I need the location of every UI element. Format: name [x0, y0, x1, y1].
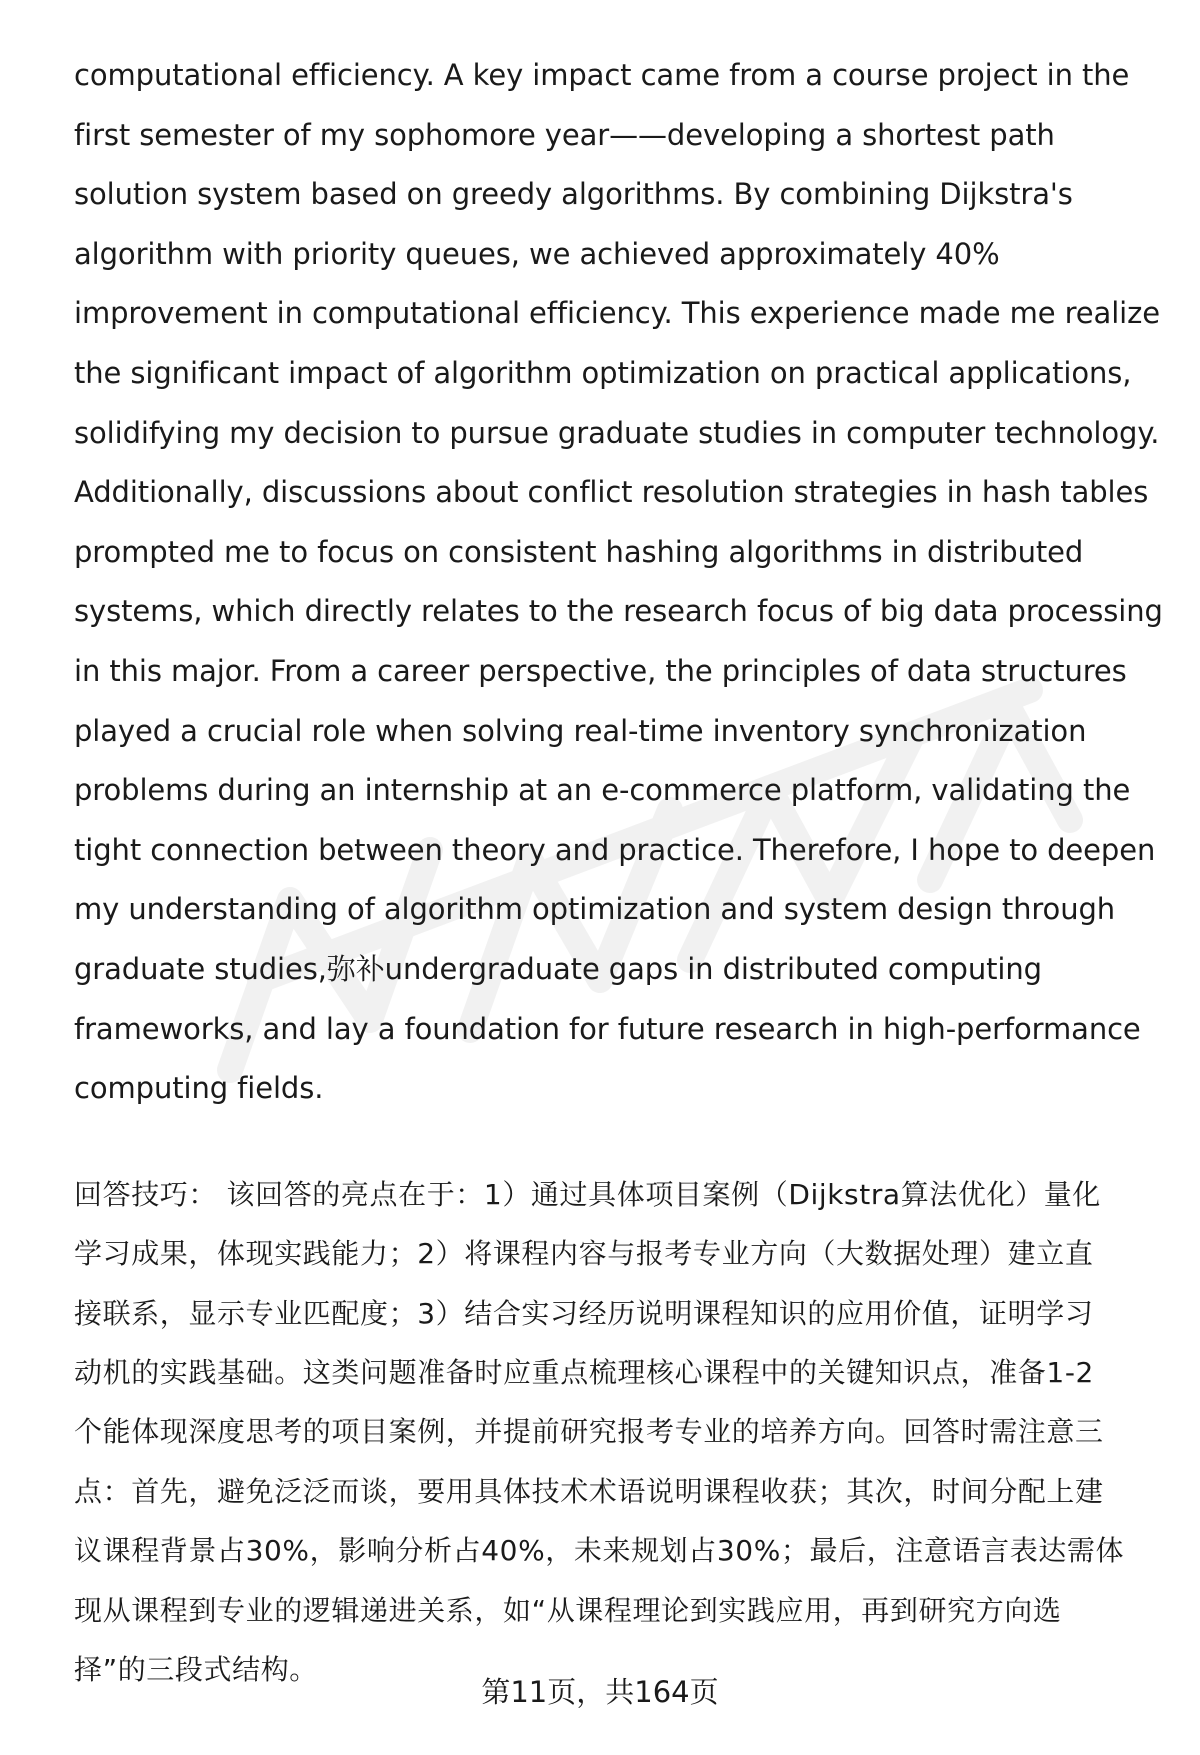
page-number-footer: 第11页，共164页 [481, 1675, 719, 1709]
paragraph-gap [74, 1119, 1154, 1165]
paragraph-line: problems during an internship at an e-commerce platform, validating the [74, 773, 1131, 808]
paragraph-line: graduate studies,弥补undergraduate gaps in distributed computing [74, 951, 1042, 986]
tips-line: 个能体现深度思考的项目案例，并提前研究报考专业的培养方向。回答时需注意三 [74, 1415, 1104, 1449]
tips-line: 点：首先，避免泛泛而谈，要用具体技术术语说明课程收获；其次，时间分配上建 [74, 1474, 1104, 1508]
paragraph-line: computing fields. [74, 1071, 324, 1106]
paragraph-line: Additionally, discussions about conflict resolution strategies in hash tables [74, 475, 1149, 510]
paragraph-line: algorithm with priority queues, we achieved approximately 40% [74, 236, 1000, 271]
answer-paragraph [74, 46, 1163, 1119]
paragraph-line: played a crucial role when solving real-time inventory synchronization [74, 713, 1087, 748]
paragraph-line: systems, which directly relates to the research focus of big data processing [74, 594, 1163, 629]
paragraph-line: the significant impact of algorithm optimization on practical applications, [74, 355, 1132, 390]
tips-line: 现从课程到专业的逻辑递进关系，如“从课程理论到实践应用，再到研究方向选 [74, 1593, 1062, 1627]
paragraph-line: my understanding of algorithm optimization and system design through [74, 892, 1116, 927]
paragraph-line: solidifying my decision to pursue graduate studies in computer technology. [74, 415, 1160, 450]
tips-line: 议课程背景占30%，影响分析占40%，未来规划占30%；最后，注意语言表达需体 [74, 1534, 1125, 1568]
paragraph-line: tight connection between theory and practice. Therefore, I hope to deepen [74, 832, 1156, 867]
tips-line: 动机的实践基础。这类问题准备时应重点梳理核心课程中的关键知识点，准备1-2 [74, 1355, 1094, 1389]
paragraph-line: frameworks, and lay a foundation for future research in high-performance [74, 1011, 1141, 1046]
tips-line: 回答技巧： 该回答的亮点在于：1）通过具体项目案例（Dijkstra算法优化）量化 [74, 1177, 1101, 1211]
paragraph-line: solution system based on greedy algorithms. By combining Dijkstra's [74, 177, 1073, 212]
paragraph-line: improvement in computational efficiency. This experience made me realize [74, 296, 1160, 331]
paragraph-line: in this major. From a career perspective, the principles of data structures [74, 653, 1127, 688]
paragraph-line: first semester of my sophomore year——developing a shortest path [74, 117, 1055, 152]
answer-tips-paragraph [74, 1165, 1154, 1700]
paragraph-line: prompted me to focus on consistent hashing algorithms in distributed [74, 534, 1084, 569]
tips-line: 学习成果，体现实践能力；2）将课程内容与报考专业方向（大数据处理）建立直 [74, 1237, 1094, 1271]
tips-line: 择”的三段式结构。 [74, 1652, 318, 1686]
paragraph-line: computational efficiency. A key impact came from a course project in the [74, 58, 1130, 92]
tips-line: 接联系，显示专业匹配度；3）结合实习经历说明课程知识的应用价值，证明学习 [74, 1296, 1094, 1330]
document-page [74, 46, 1163, 1699]
